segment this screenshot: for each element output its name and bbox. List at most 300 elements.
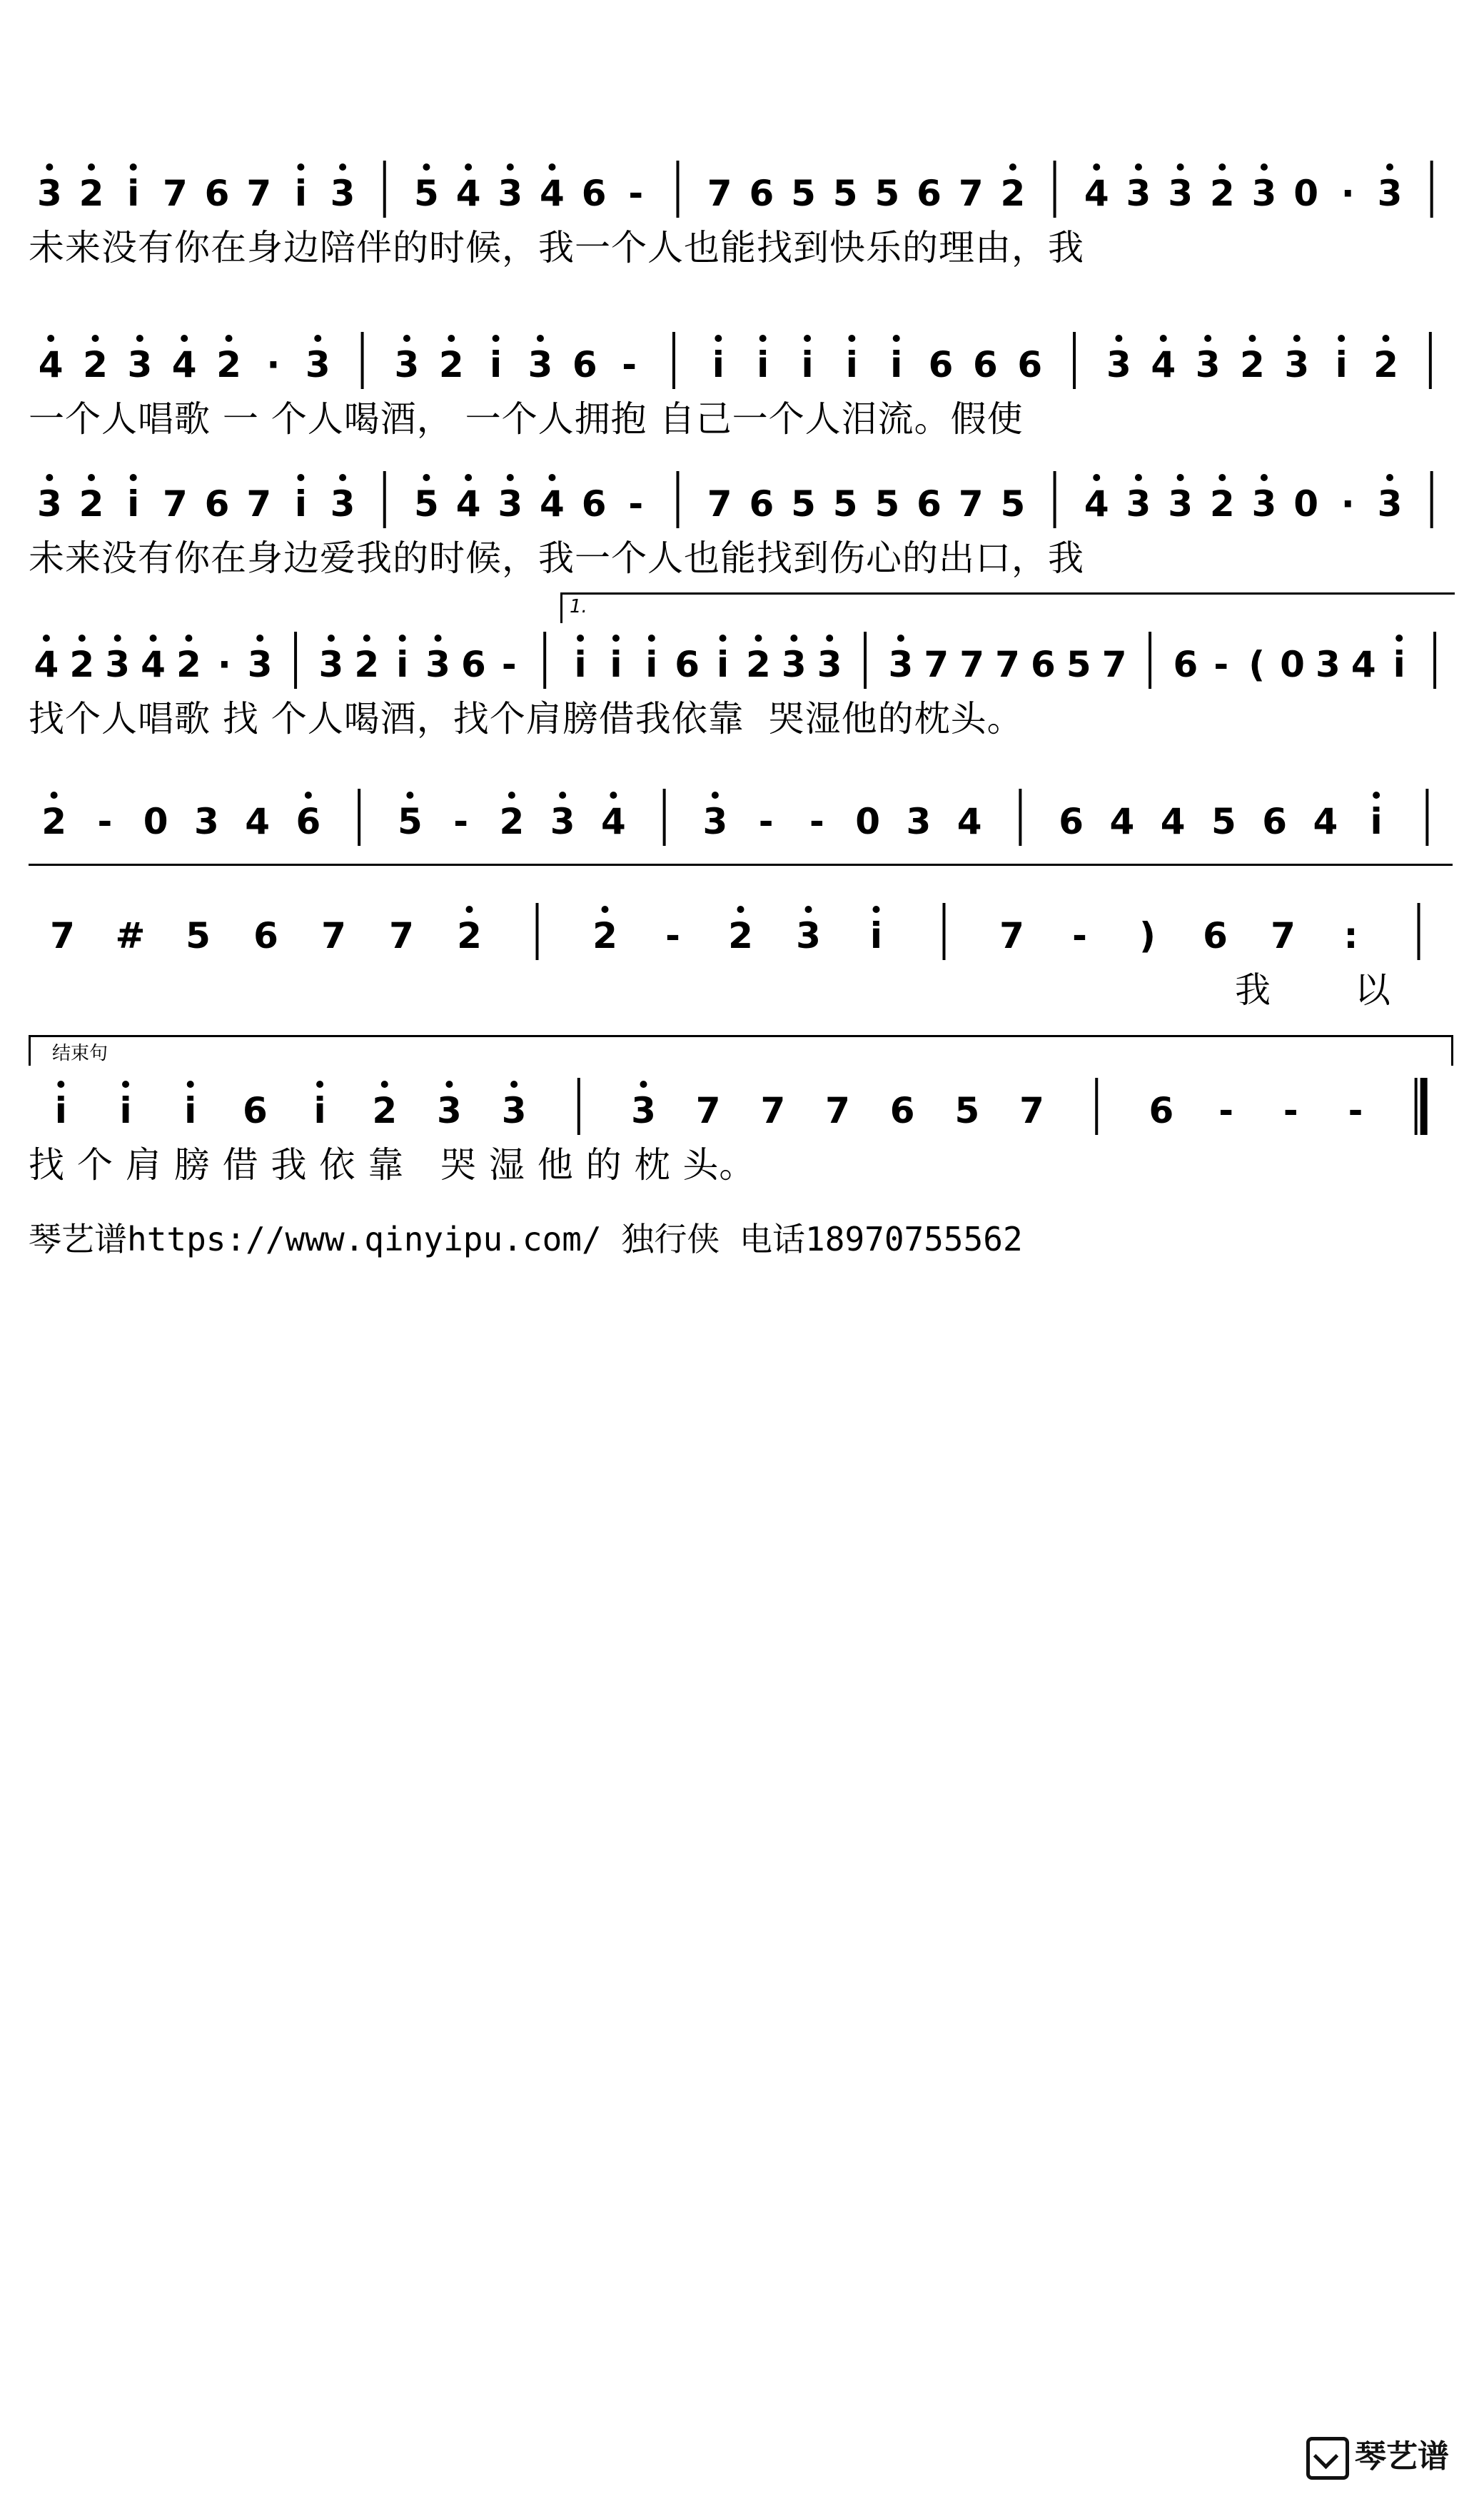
note: 0	[855, 801, 881, 842]
note: i	[294, 483, 307, 525]
note: 4	[455, 483, 481, 525]
octave-dot	[602, 906, 609, 913]
note: 6	[242, 1090, 268, 1131]
octave-dot	[548, 163, 555, 171]
note: 5	[186, 915, 211, 956]
octave-dot	[1160, 335, 1167, 342]
note: 3	[1284, 344, 1310, 385]
note: -	[622, 344, 637, 385]
note: -	[758, 801, 774, 842]
octave-dot	[130, 163, 137, 171]
octave-dot	[1261, 163, 1268, 171]
note: 6	[675, 644, 700, 685]
note: 2	[79, 483, 104, 525]
octave-dot	[316, 1081, 323, 1088]
note: 7	[707, 483, 732, 525]
note: 5	[1066, 644, 1091, 685]
note: 7	[695, 1090, 721, 1131]
note: i	[119, 1090, 132, 1131]
octave-dot	[893, 335, 900, 342]
note: 6	[1203, 915, 1228, 956]
barline	[1149, 632, 1151, 689]
brand-logo	[1306, 2430, 1449, 2480]
note: 7	[162, 173, 188, 214]
octave-dot	[848, 335, 855, 342]
octave-dot	[448, 335, 455, 342]
octave-dot	[1218, 163, 1226, 171]
note: 7	[50, 915, 75, 956]
note: i	[757, 344, 769, 385]
octave-dot	[423, 474, 430, 481]
note: 3	[437, 1090, 462, 1131]
octave-dot	[339, 163, 346, 171]
note: 5	[874, 483, 900, 525]
note: 4	[171, 344, 197, 385]
note: i	[890, 344, 903, 385]
note: 0	[1293, 483, 1319, 525]
note: 3	[330, 173, 355, 214]
note: 3	[888, 644, 914, 685]
note: (	[1248, 644, 1266, 685]
note: 7	[162, 483, 188, 525]
octave-dot	[720, 635, 727, 642]
note: 6	[204, 173, 230, 214]
octave-dot	[1338, 335, 1345, 342]
note: 7	[995, 644, 1020, 685]
octave-dot	[1204, 335, 1211, 342]
barline	[676, 471, 679, 528]
note: 4	[1160, 801, 1186, 842]
note: i	[845, 344, 858, 385]
barline	[1019, 789, 1021, 846]
barline	[543, 632, 546, 689]
note: 6	[1262, 801, 1288, 842]
note: 6	[1059, 801, 1084, 842]
octave-dot	[363, 635, 370, 642]
note: 3	[127, 344, 153, 385]
octave-dot	[381, 1081, 388, 1088]
note: 6	[253, 915, 278, 956]
note: 4	[1313, 801, 1338, 842]
note: -	[809, 801, 824, 842]
note: 5	[1211, 801, 1236, 842]
octave-dot	[1218, 474, 1226, 481]
note: 5	[832, 173, 858, 214]
note: 4	[540, 173, 565, 214]
barline	[1054, 471, 1056, 528]
octave-dot	[435, 635, 442, 642]
lyrics-line-3: 未来没有你在身边爱我的时候，我一个人也能找到伤心的出口，我	[29, 537, 1084, 579]
octave-dot	[548, 474, 555, 481]
note: 7	[999, 915, 1024, 956]
ending-label: 结束句	[52, 1043, 108, 1064]
octave-dot	[445, 1081, 453, 1088]
volta-label: 1.	[570, 596, 587, 617]
octave-dot	[79, 635, 86, 642]
barline	[1430, 471, 1433, 528]
note: 6	[917, 173, 942, 214]
note: 3	[528, 344, 553, 385]
octave-dot	[1135, 163, 1142, 171]
note: ·	[1341, 483, 1355, 525]
note: 0	[143, 801, 168, 842]
note: i	[712, 344, 725, 385]
note: 3	[36, 173, 62, 214]
note: 3	[247, 644, 273, 685]
octave-dot	[873, 906, 880, 913]
note: 5	[791, 173, 816, 214]
note: -	[1072, 915, 1087, 956]
note: 6	[928, 344, 954, 385]
note: 2	[499, 801, 525, 842]
note: #	[115, 915, 146, 956]
octave-dot	[92, 335, 99, 342]
barline	[1073, 332, 1076, 389]
note: 7	[958, 483, 984, 525]
note: i	[396, 644, 409, 685]
notation-line-6	[29, 899, 1453, 964]
note: 5	[791, 483, 816, 525]
note: 3	[1251, 483, 1277, 525]
notation-line-2	[29, 328, 1453, 393]
octave-dot	[150, 635, 157, 642]
notation-line-7	[29, 1074, 1453, 1139]
octave-dot	[805, 906, 812, 913]
note: 4	[34, 644, 59, 685]
barline	[663, 789, 666, 846]
note: 3	[1316, 644, 1341, 685]
note: i	[127, 483, 140, 525]
note: 3	[1251, 173, 1277, 214]
note: :	[1343, 915, 1358, 956]
note: 2	[1373, 344, 1398, 385]
note: 3	[1377, 173, 1403, 214]
note: 6	[917, 483, 942, 525]
note: 3	[906, 801, 932, 842]
note: )	[1139, 915, 1156, 956]
note: 3	[1126, 173, 1151, 214]
note: -	[628, 173, 644, 214]
note: 6	[889, 1090, 915, 1131]
octave-dot	[1395, 635, 1403, 642]
note: 2	[79, 173, 104, 214]
barline	[672, 332, 675, 389]
barline	[358, 789, 360, 846]
octave-dot	[508, 792, 515, 799]
note: 3	[631, 1090, 656, 1131]
barline	[536, 903, 539, 960]
final-barline-thin	[1415, 1078, 1418, 1135]
octave-dot	[804, 335, 811, 342]
octave-dot	[1177, 163, 1184, 171]
note: 3	[498, 483, 523, 525]
octave-dot	[88, 163, 95, 171]
barline	[1429, 332, 1432, 389]
octave-dot	[1115, 335, 1122, 342]
note: 6	[581, 173, 607, 214]
note: 5	[1000, 483, 1026, 525]
note: i	[574, 644, 587, 685]
barline	[577, 1078, 580, 1135]
octave-dot	[181, 335, 188, 342]
note: 7	[246, 483, 272, 525]
barline	[864, 632, 867, 689]
note: 2	[1240, 344, 1265, 385]
note: 0	[1293, 173, 1319, 214]
octave-dot	[1093, 474, 1100, 481]
note: i	[313, 1090, 326, 1131]
barline	[676, 161, 679, 218]
octave-dot	[187, 1081, 194, 1088]
octave-dot	[226, 335, 233, 342]
note: 2	[176, 644, 201, 685]
octave-dot	[577, 635, 584, 642]
barline	[1095, 1078, 1098, 1135]
note: -	[1213, 644, 1229, 685]
octave-dot	[1248, 335, 1256, 342]
octave-dot	[51, 792, 58, 799]
note: 3	[781, 644, 807, 685]
note: -	[1283, 1090, 1298, 1131]
octave-dot	[790, 635, 797, 642]
note: 2	[1000, 173, 1026, 214]
note: 6	[1017, 344, 1043, 385]
note: 3	[425, 644, 450, 685]
note: 6	[572, 344, 597, 385]
note: 4	[956, 801, 982, 842]
note: 4	[1084, 483, 1109, 525]
note: 6	[749, 173, 774, 214]
note: 4	[1151, 344, 1176, 385]
barline	[1418, 903, 1420, 960]
note: 6	[204, 483, 230, 525]
octave-dot	[314, 335, 321, 342]
note: 5	[397, 801, 423, 842]
note: 3	[501, 1090, 527, 1131]
octave-dot	[43, 635, 50, 642]
note: 7	[959, 644, 985, 685]
octave-dot	[297, 163, 304, 171]
octave-dot	[1293, 335, 1301, 342]
note: 3	[394, 344, 420, 385]
note: 2	[354, 644, 380, 685]
note: 5	[832, 483, 858, 525]
octave-dot	[403, 335, 410, 342]
note: 7	[1101, 644, 1127, 685]
octave-dot	[1093, 163, 1100, 171]
note: i	[1393, 644, 1405, 685]
note: 6	[296, 801, 321, 842]
note: -	[501, 644, 517, 685]
octave-dot	[1261, 474, 1268, 481]
note: 7	[389, 915, 414, 956]
note: 2	[69, 644, 95, 685]
note: i	[490, 344, 503, 385]
octave-dot	[465, 474, 472, 481]
note: i	[294, 173, 307, 214]
octave-dot	[256, 635, 263, 642]
octave-dot	[826, 635, 833, 642]
octave-dot	[399, 635, 406, 642]
note: 6	[1149, 1090, 1174, 1131]
note: 7	[1019, 1090, 1044, 1131]
note: 3	[796, 915, 821, 956]
note: -	[97, 801, 113, 842]
barline	[383, 471, 386, 528]
note: 6	[749, 483, 774, 525]
barline	[1430, 161, 1433, 218]
octave-dot	[712, 792, 719, 799]
note: ·	[217, 644, 231, 685]
note: 2	[457, 915, 482, 956]
notation-line-1	[29, 157, 1453, 221]
note: 6	[972, 344, 998, 385]
notation-line-4	[29, 628, 1453, 692]
note: 3	[1106, 344, 1131, 385]
note: i	[1335, 344, 1348, 385]
barline	[294, 632, 297, 689]
note: 4	[245, 801, 271, 842]
octave-dot	[88, 474, 95, 481]
octave-dot	[1386, 163, 1393, 171]
barline	[361, 332, 364, 389]
note: 7	[760, 1090, 786, 1131]
octave-dot	[130, 474, 137, 481]
note: i	[801, 344, 814, 385]
note: i	[645, 644, 658, 685]
lyrics-line-7: 找 个 肩 膀 借 我 依 靠 哭 湿 他 的 枕 头。	[29, 1144, 756, 1186]
octave-dot	[640, 1081, 647, 1088]
note: 6	[461, 644, 486, 685]
octave-dot	[466, 906, 473, 913]
note: 6	[581, 483, 607, 525]
note: 0	[1280, 644, 1305, 685]
notation-line-3	[29, 468, 1453, 532]
note: i	[869, 915, 883, 956]
octave-dot	[559, 792, 566, 799]
octave-dot	[136, 335, 143, 342]
note: 3	[1168, 173, 1193, 214]
octave-dot	[46, 163, 53, 171]
note: 6	[1031, 644, 1056, 685]
octave-dot	[328, 635, 335, 642]
octave-dot	[114, 635, 121, 642]
note: i	[127, 173, 140, 214]
note: 3	[498, 173, 523, 214]
separator-line	[29, 864, 1453, 866]
note: 7	[924, 644, 949, 685]
note: i	[610, 644, 622, 685]
volta-bracket	[560, 592, 1455, 623]
note: 3	[1126, 483, 1151, 525]
note: 7	[707, 173, 732, 214]
note: 3	[1168, 483, 1193, 525]
lyrics-line-2: 一个人唱歌 一 个人喝酒， 一个人拥抱 自己一个人泪流。假使	[29, 398, 1024, 440]
octave-dot	[715, 335, 722, 342]
note: 3	[550, 801, 575, 842]
barline	[1425, 789, 1428, 846]
note: 2	[438, 344, 464, 385]
octave-dot	[305, 792, 312, 799]
note: 7	[246, 173, 272, 214]
note: 4	[1084, 173, 1109, 214]
note: 3	[105, 644, 131, 685]
note: 7	[825, 1090, 850, 1131]
note: ·	[266, 344, 281, 385]
footer-credit: 琴艺谱https://www.qinyipu.com/ 独行侠 电话18970755562	[29, 1220, 1023, 1258]
barline	[383, 161, 386, 218]
note: 2	[83, 344, 108, 385]
lyrics-line-4: 找个人唱歌 找 个人喝酒，找个肩膀借我依靠 哭湿他的枕头。	[29, 698, 1024, 739]
note: 2	[41, 801, 67, 842]
note: 4	[1109, 801, 1135, 842]
note: 5	[954, 1090, 980, 1131]
octave-dot	[465, 163, 472, 171]
barline	[1433, 632, 1436, 689]
octave-dot	[510, 1081, 518, 1088]
note: 6	[1173, 644, 1198, 685]
octave-dot	[612, 635, 620, 642]
note: -	[1218, 1090, 1233, 1131]
barline	[1054, 161, 1056, 218]
note: -	[453, 801, 469, 842]
note: 4	[141, 644, 166, 685]
octave-dot	[493, 335, 500, 342]
octave-dot	[122, 1081, 129, 1088]
note: 4	[600, 801, 626, 842]
octave-dot	[339, 474, 346, 481]
note: 2	[592, 915, 617, 956]
octave-dot	[507, 474, 514, 481]
note: 7	[321, 915, 346, 956]
octave-dot	[754, 635, 762, 642]
note: 7	[958, 173, 984, 214]
note: 2	[372, 1090, 398, 1131]
note: i	[184, 1090, 197, 1131]
note: 2	[1209, 483, 1235, 525]
octave-dot	[507, 163, 514, 171]
octave-dot	[1009, 163, 1016, 171]
note: i	[1370, 801, 1383, 842]
octave-dot	[406, 792, 413, 799]
note: 5	[414, 173, 439, 214]
octave-dot	[759, 335, 767, 342]
barline	[943, 903, 946, 960]
note: 3	[1195, 344, 1221, 385]
octave-dot	[57, 1081, 64, 1088]
note: 2	[728, 915, 753, 956]
octave-dot	[423, 163, 430, 171]
note: 3	[36, 483, 62, 525]
note: 3	[318, 644, 344, 685]
note: 3	[817, 644, 842, 685]
octave-dot	[1386, 474, 1393, 481]
octave-dot	[737, 906, 744, 913]
note: 2	[1209, 173, 1235, 214]
note: 3	[193, 801, 219, 842]
note: 3	[330, 483, 355, 525]
final-barline-thick	[1420, 1078, 1428, 1135]
logo-icon	[1306, 2437, 1349, 2480]
octave-dot	[297, 474, 304, 481]
octave-dot	[1177, 474, 1184, 481]
note: 3	[1377, 483, 1403, 525]
note: 3	[702, 801, 728, 842]
lyrics-line-6: 我 以	[1235, 969, 1391, 1011]
logo-text: 琴艺谱	[1355, 2438, 1449, 2475]
octave-dot	[897, 635, 904, 642]
note: 2	[216, 344, 241, 385]
